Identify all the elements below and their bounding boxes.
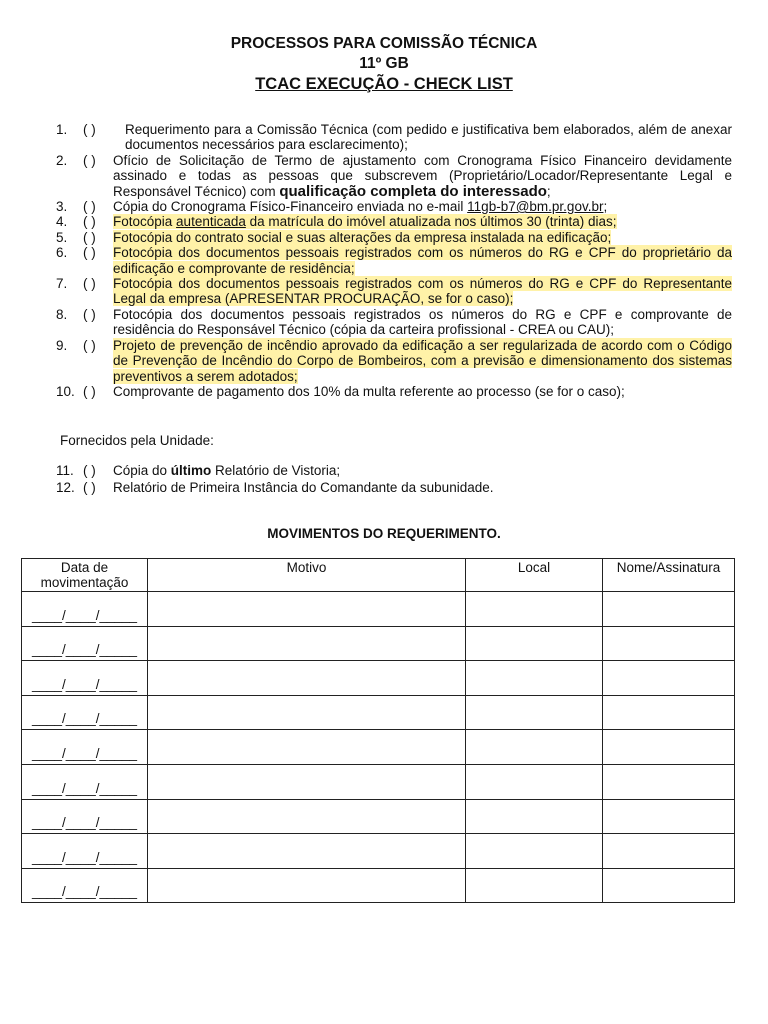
checklist-item-2: 2. ( ) Ofício de Solicitação de Termo de ajustamento com Cronograma Físico Financeiro devidamente assinado e todas as pessoas que subscrevem (Proprietário/Locador/Representante Legal e Responsável Técnico) com qualificação completa do interessado;	[56, 152, 732, 200]
reason-cell[interactable]	[148, 834, 466, 869]
location-cell[interactable]	[466, 834, 603, 869]
date-cell[interactable]: ____/____/_____	[22, 661, 148, 696]
reason-cell[interactable]	[148, 764, 466, 799]
col-reason: Motivo	[148, 559, 466, 592]
checklist-item-10: 10. ( ) Comprovante de pagamento dos 10% da multa referente ao processo (se for o caso);	[56, 383, 625, 399]
checkbox-11[interactable]: ( )	[83, 463, 96, 478]
table-row	[22, 764, 735, 799]
checkbox-2[interactable]: ( )	[83, 152, 96, 168]
location-cell[interactable]	[466, 626, 603, 661]
location-cell[interactable]	[466, 799, 603, 834]
reason-cell[interactable]	[148, 626, 466, 661]
col-date: Data de movimentação	[22, 559, 148, 592]
checklist-item-7: 7. ( ) Fotocópia dos documentos pessoais registrados com os números do RG e CPF do Representante Legal da empresa (APRESENTAR PROCURAÇÃO, se for o caso);	[56, 276, 732, 307]
checkbox-8[interactable]: ( )	[83, 306, 96, 322]
checklist	[56, 122, 732, 399]
date-cell[interactable]: ____/____/_____	[22, 764, 148, 799]
signature-cell[interactable]	[603, 730, 735, 765]
col-location: Local	[466, 559, 603, 592]
unit-checklist	[56, 463, 732, 496]
date-cell[interactable]: ____/____/_____	[22, 626, 148, 661]
location-cell[interactable]	[466, 868, 603, 903]
date-cell[interactable]: ____/____/_____	[22, 799, 148, 834]
movements-table-body	[22, 592, 735, 903]
checkbox-5[interactable]: ( )	[83, 229, 96, 245]
checklist-item-1: 1. ( ) Requerimento para a Comissão Técnica (com pedido e justificativa bem elaborados, além de anexar documentos necessários para esclarecimento);	[56, 122, 732, 153]
document-header	[0, 34, 768, 94]
header-title: PROCESSOS PARA COMISSÃO TÉCNICA	[230, 35, 538, 52]
reason-cell[interactable]	[148, 661, 466, 696]
reason-cell[interactable]	[148, 868, 466, 903]
checklist-item-3: 3. ( ) Cópia do Cronograma Físico-Financeiro enviada no e-mail 11gb-b7@bm.pr.gov.br;	[56, 199, 608, 215]
location-cell[interactable]	[466, 661, 603, 696]
table-row	[22, 661, 735, 696]
table-row	[22, 695, 735, 730]
signature-cell[interactable]	[603, 834, 735, 869]
checklist-item-8: 8. ( ) Fotocópia dos documentos pessoais registrados os números do RG e CPF e comprovante de residência do Responsável Técnico (cópia da carteira profissional - CREA ou CAU);	[56, 306, 732, 338]
signature-cell[interactable]	[603, 592, 735, 627]
checklist-item-5: 5. ( ) Fotocópia do contrato social e suas alterações da empresa instalada na edificação;	[56, 229, 612, 245]
movements-title: MOVIMENTOS DO REQUERIMENTO.	[267, 526, 501, 541]
table-row	[22, 799, 735, 834]
table-row	[22, 730, 735, 765]
movements-table	[21, 558, 735, 903]
checklist-item-12: 12. ( ) Relatório de Primeira Instância do Comandante da subunidade.	[56, 479, 494, 495]
signature-cell[interactable]	[603, 626, 735, 661]
table-row	[22, 834, 735, 869]
location-cell[interactable]	[466, 592, 603, 627]
table-row	[22, 626, 735, 661]
checkbox-4[interactable]: ( )	[83, 214, 96, 230]
reason-cell[interactable]	[148, 799, 466, 834]
date-cell[interactable]: ____/____/_____	[22, 868, 148, 903]
table-row	[22, 868, 735, 903]
signature-cell[interactable]	[603, 868, 735, 903]
checkbox-12[interactable]: ( )	[83, 479, 96, 495]
reason-cell[interactable]	[148, 592, 466, 627]
date-cell[interactable]: ____/____/_____	[22, 592, 148, 627]
email-link[interactable]: 11gb-b7@bm.pr.gov.br	[467, 199, 604, 215]
checkbox-10[interactable]: ( )	[83, 383, 96, 399]
checklist-item-4: 4. ( ) Fotocópia autenticada da matrícula do imóvel atualizada nos últimos 30 (trinta) dias;	[56, 214, 617, 230]
signature-cell[interactable]	[603, 661, 735, 696]
checklist-item-6: 6. ( ) Fotocópia dos documentos pessoais registrados com os números do RG e CPF do proprietário da edificação e comprovante de residência;	[56, 245, 732, 276]
reason-cell[interactable]	[148, 730, 466, 765]
checklist-item-9: 9. ( ) Projeto de prevenção de incêndio aprovado da edificação a ser regularizada de acordo com o Código de Prevenção de Incêndio do Corpo de Bombeiros, com a previsão e dimensionamento dos sistemas preventivos a serem adotados;	[56, 337, 732, 384]
checkbox-3[interactable]: ( )	[83, 199, 96, 215]
location-cell[interactable]	[466, 730, 603, 765]
header-checklist-title: TCAC EXECUÇÃO - CHECK LIST	[255, 75, 513, 93]
checklist-item-11: 11. ( ) Cópia do último Relatório de Vistoria;	[56, 463, 341, 478]
checkbox-6[interactable]: ( )	[83, 245, 96, 261]
unit-section-label: Fornecidos pela Unidade:	[60, 433, 214, 448]
table-header-row	[22, 559, 735, 592]
date-cell[interactable]: ____/____/_____	[22, 695, 148, 730]
signature-cell[interactable]	[603, 764, 735, 799]
checkbox-7[interactable]: ( )	[83, 276, 96, 292]
reason-cell[interactable]	[148, 695, 466, 730]
table-row	[22, 592, 735, 627]
checkbox-9[interactable]: ( )	[83, 337, 96, 353]
signature-cell[interactable]	[603, 695, 735, 730]
signature-cell[interactable]	[603, 799, 735, 834]
checkbox-1[interactable]: ( )	[83, 122, 96, 137]
date-cell[interactable]: ____/____/_____	[22, 834, 148, 869]
location-cell[interactable]	[466, 695, 603, 730]
header-unit: 11º GB	[359, 55, 409, 72]
col-signature: Nome/Assinatura	[603, 559, 735, 592]
date-cell[interactable]: ____/____/_____	[22, 730, 148, 765]
location-cell[interactable]	[466, 764, 603, 799]
